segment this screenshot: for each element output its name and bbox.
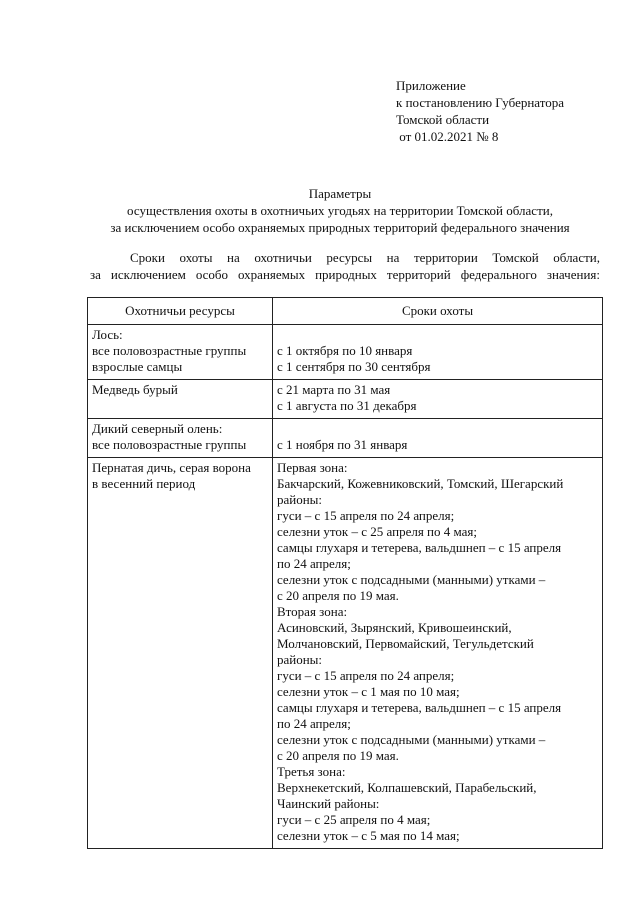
period-cell <box>273 458 603 849</box>
period-line: гуси – с 15 апреля по 24 апреля; <box>277 508 455 523</box>
period-line: самцы глухаря и тетерева, вальдшнеп – с 15 апреля <box>277 540 562 555</box>
period-cell <box>273 325 603 380</box>
period-line: с 1 октября по 10 января <box>277 343 413 358</box>
period-line: по 24 апреля; <box>277 716 351 731</box>
intro-line: за исключением особо охраняемых природных территорий федерального значения: <box>90 267 600 282</box>
period-line: Верхнекетский, Колпашевский, Парабельский, <box>277 780 537 795</box>
table-row <box>88 458 603 849</box>
period-cell <box>273 419 603 458</box>
period-line: с 20 апреля по 19 мая. <box>277 588 399 603</box>
period-line: районы: <box>277 652 323 667</box>
period-line: Молчановский, Первомайский, Тегульдетский <box>277 636 534 651</box>
title-line: осуществления охоты в охотничьих угодьях на территории Томской области, <box>127 203 553 218</box>
period-line <box>277 421 598 437</box>
period-line: с 20 апреля по 19 мая. <box>277 748 399 763</box>
title-line: за исключением особо охраняемых природных территорий федерального значения <box>110 220 570 235</box>
column-header-resources: Охотничьи ресурсы <box>88 298 273 325</box>
resource-cell <box>88 419 273 458</box>
period-line: с 1 ноября по 31 января <box>277 437 408 452</box>
period-line: селезни уток – с 25 апреля по 4 мая; <box>277 524 478 539</box>
period-line: с 21 марта по 31 мая <box>277 382 391 397</box>
resource-line: в весенний период <box>92 476 196 491</box>
period-line: по 24 апреля; <box>277 556 351 571</box>
resource-line: все половозрастные группы <box>92 437 247 452</box>
table-row <box>88 325 603 380</box>
period-line: селезни уток с подсадными (манными) утками – <box>277 572 546 587</box>
table-row <box>88 419 603 458</box>
annex-line: к постановлению Губернатора <box>396 95 565 110</box>
period-line: с 1 сентября по 30 сентября <box>277 359 431 374</box>
intro-line: Сроки охоты на охотничьи ресурсы на территории Томской области, <box>130 250 600 265</box>
section-intro <box>90 249 600 283</box>
annex-block <box>396 77 564 145</box>
period-line <box>277 327 598 343</box>
period-line: Третья зона: <box>277 764 346 779</box>
resource-line: Дикий северный олень: <box>92 421 223 436</box>
period-line: с 1 августа по 31 декабря <box>277 398 417 413</box>
document-title <box>40 185 640 236</box>
resource-line: взрослые самцы <box>92 359 183 374</box>
period-line: селезни уток – с 5 мая по 14 мая; <box>277 828 460 843</box>
period-line: Чаинский районы: <box>277 796 380 811</box>
period-line: Асиновский, Зырянский, Кривошеинский, <box>277 620 512 635</box>
resource-cell <box>88 325 273 380</box>
period-cell <box>273 380 603 419</box>
resource-line: Лось: <box>92 327 123 342</box>
title-line: Параметры <box>308 186 372 201</box>
period-line: Вторая зона: <box>277 604 348 619</box>
table-header-row <box>88 298 603 325</box>
table-row <box>88 380 603 419</box>
resource-line: все половозрастные группы <box>92 343 247 358</box>
period-line: гуси – с 15 апреля по 24 апреля; <box>277 668 455 683</box>
period-line: селезни уток с подсадными (манными) утками – <box>277 732 546 747</box>
period-line: районы: <box>277 492 323 507</box>
hunting-periods-table <box>87 297 603 849</box>
annex-line: от 01.02.2021 № 8 <box>396 129 499 144</box>
period-line: Первая зона: <box>277 460 348 475</box>
period-line: гуси – с 25 апреля по 4 мая; <box>277 812 431 827</box>
period-line: Бакчарский, Кожевниковский, Томский, Шегарский <box>277 476 564 491</box>
resource-cell <box>88 380 273 419</box>
period-line: самцы глухаря и тетерева, вальдшнеп – с 15 апреля <box>277 700 562 715</box>
annex-line: Приложение <box>396 78 466 93</box>
resource-line: Медведь бурый <box>92 382 178 397</box>
annex-line: Томской области <box>396 112 490 127</box>
column-header-periods: Сроки охоты <box>273 298 603 325</box>
resource-cell <box>88 458 273 849</box>
period-line: селезни уток – с 1 мая по 10 мая; <box>277 684 460 699</box>
resource-line: Пернатая дичь, серая ворона <box>92 460 251 475</box>
